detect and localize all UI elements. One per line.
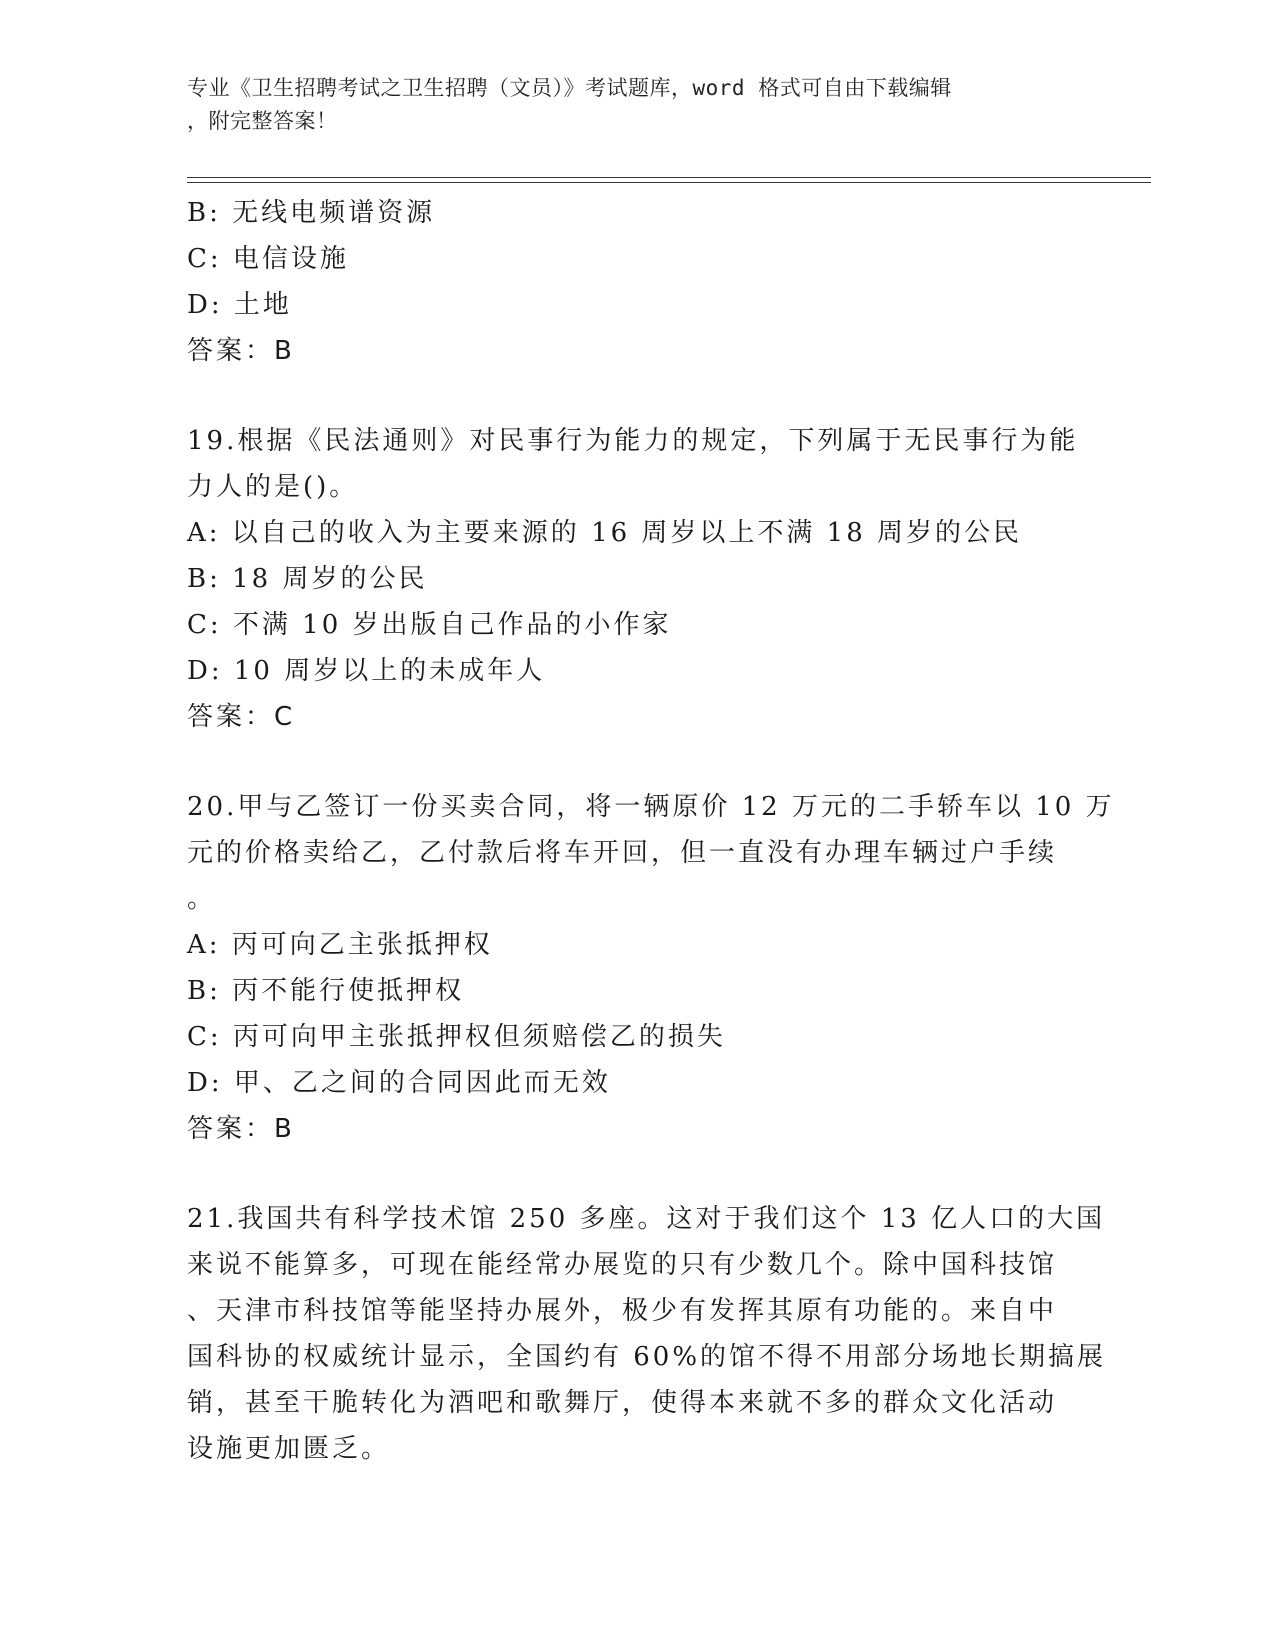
question-stem-line: 国科协的权威统计显示，全国约有 60%的馆不得不用部分场地长期搞展 — [187, 1342, 1107, 1372]
question-stem-line: 19.根据《民法通则》对民事行为能力的规定，下列属于无民事行为能 — [187, 426, 1079, 456]
answer-label: 答案：B — [187, 1114, 295, 1144]
header-divider-top — [187, 177, 1151, 178]
question-stem-line: 元的价格卖给乙，乙付款后将车开回，但一直没有办理车辆过户手续 — [187, 838, 1058, 868]
question-19 — [187, 418, 1087, 740]
question-stem-line: 来说不能算多，可现在能经常办展览的只有少数几个。除中国科技馆 — [187, 1250, 1058, 1280]
option-a: A: 丙可向乙主张抵押权 — [187, 930, 493, 960]
option-b: B: 18 周岁的公民 — [187, 564, 428, 594]
document-header — [187, 72, 1067, 138]
question-stem-line: 设施更加匮乏。 — [187, 1434, 391, 1464]
question-stem-line: 。 — [187, 884, 217, 914]
answer-label: 答案：C — [187, 702, 296, 732]
header-line-1: 专业《卫生招聘考试之卫生招聘（文员）》考试题库，word 格式可自由下载编辑 — [187, 76, 952, 100]
option-d: D: 10 周岁以上的未成年人 — [187, 656, 546, 686]
option-c: C: 丙可向甲主张抵押权但须赔偿乙的损失 — [187, 1022, 726, 1052]
option-b: B: 丙不能行使抵押权 — [187, 976, 465, 1006]
option-c: C: 不满 10 岁出版自己作品的小作家 — [187, 610, 672, 640]
question-stem-line: 21.我国共有科学技术馆 250 多座。这对于我们这个 13 亿人口的大国 — [187, 1204, 1106, 1234]
option-d: D: 土地 — [187, 290, 292, 320]
question-stem-line: 销，甚至干脆转化为酒吧和歌舞厅，使得本来就不多的群众文化活动 — [187, 1388, 1058, 1418]
question-21 — [187, 1196, 1107, 1472]
question-stem-line: 力人的是()。 — [187, 472, 359, 502]
document-body — [187, 190, 1115, 1472]
question-20 — [187, 784, 1115, 1152]
question-stem-line: 20.甲与乙签订一份买卖合同，将一辆原价 12 万元的二手轿车以 10 万 — [187, 792, 1115, 822]
option-a: A: 以自己的收入为主要来源的 16 周岁以上不满 18 周岁的公民 — [187, 518, 1023, 548]
question-18-tail — [187, 190, 1087, 374]
answer-label: 答案：B — [187, 336, 295, 366]
header-divider-bottom — [187, 182, 1151, 183]
option-b: B: 无线电频谱资源 — [187, 198, 436, 228]
question-stem-line: 、天津市科技馆等能坚持办展外，极少有发挥其原有功能的。来自中 — [187, 1296, 1058, 1326]
header-line-2: ，附完整答案！ — [187, 109, 338, 133]
option-d: D: 甲、乙之间的合同因此而无效 — [187, 1068, 611, 1098]
option-c: C: 电信设施 — [187, 244, 349, 274]
